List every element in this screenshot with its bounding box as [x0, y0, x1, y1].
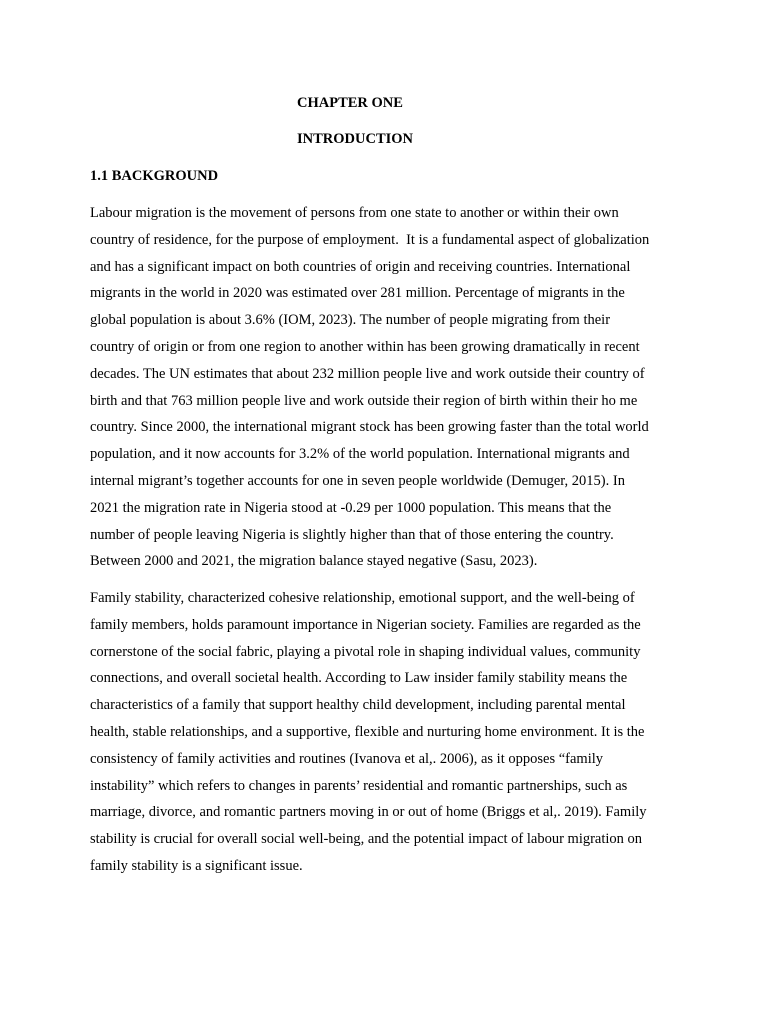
chapter-title: CHAPTER ONE [297, 95, 403, 111]
text-line: family members, holds paramount importance in Nigerian society. Families are regarded as the [90, 616, 641, 633]
text-line: consistency of family activities and routines (Ivanova et al,. 2006), as it opposes “family [90, 750, 604, 767]
text-line: stability is crucial for overall social well-being, and the potential impact of labour migration on [90, 831, 643, 848]
text-line: number of people leaving Nigeria is slightly higher than that of those entering the country. [90, 526, 614, 543]
text-line: country of origin or from one region to another within has been growing dramatically in recent [90, 338, 640, 355]
text-line: birth and that 763 million people live and work outside their region of birth within their ho me [90, 392, 638, 409]
text-line: 2021 the migration rate in Nigeria stood at -0.29 per 1000 population. This means that the [90, 499, 612, 516]
paragraph-family-stability [90, 585, 680, 880]
text-line: global population is about 3.6% (IOM, 2023). The number of people migrating from their [90, 312, 611, 329]
text-line: internal migrant’s together accounts for one in seven people worldwide (Demuger, 2015). In [90, 472, 625, 489]
text-line: family stability is a significant issue. [90, 857, 303, 874]
text-line: connections, and overall societal health. According to Law insider family stability means the [90, 670, 628, 687]
text-line: and has a significant impact on both countries of origin and receiving countries. International [90, 258, 631, 275]
text-line: country of residence, for the purpose of employment. It is a fundamental aspect of globalization [90, 231, 650, 248]
text-line: marriage, divorce, and romantic partners moving in or out of home (Briggs et al,. 2019). Family [90, 804, 647, 821]
text-line: decades. The UN estimates that about 232 million people live and work outside their country of [90, 365, 645, 382]
paragraph-migration [90, 200, 680, 575]
text-line: instability” which refers to changes in parents’ residential and romantic partnerships, such as [90, 777, 628, 794]
text-line: country. Since 2000, the international migrant stock has been growing faster than the total world [90, 419, 649, 436]
chapter-subtitle: INTRODUCTION [297, 131, 414, 147]
text-line: Labour migration is the movement of persons from one state to another or within their own [90, 205, 619, 221]
text-line: Between 2000 and 2021, the migration balance stayed negative (Sasu, 2023). [90, 553, 538, 570]
document-page [90, 0, 680, 1024]
text-line: health, stable relationships, and a supportive, flexible and nurturing home environment. It is the [90, 723, 645, 740]
text-line: Family stability, characterized cohesive relationship, emotional support, and the well-being of [90, 590, 635, 606]
text-line: migrants in the world in 2020 was estimated over 281 million. Percentage of migrants in the [90, 285, 625, 302]
text-line: population, and it now accounts for 3.2% of the world population. International migrants and [90, 446, 630, 463]
text-line: characteristics of a family that support healthy child development, including parental mental [90, 697, 626, 714]
text-line: cornerstone of the social fabric, playing a pivotal role in shaping individual values, community [90, 643, 641, 660]
section-heading: 1.1 BACKGROUND [90, 168, 219, 184]
